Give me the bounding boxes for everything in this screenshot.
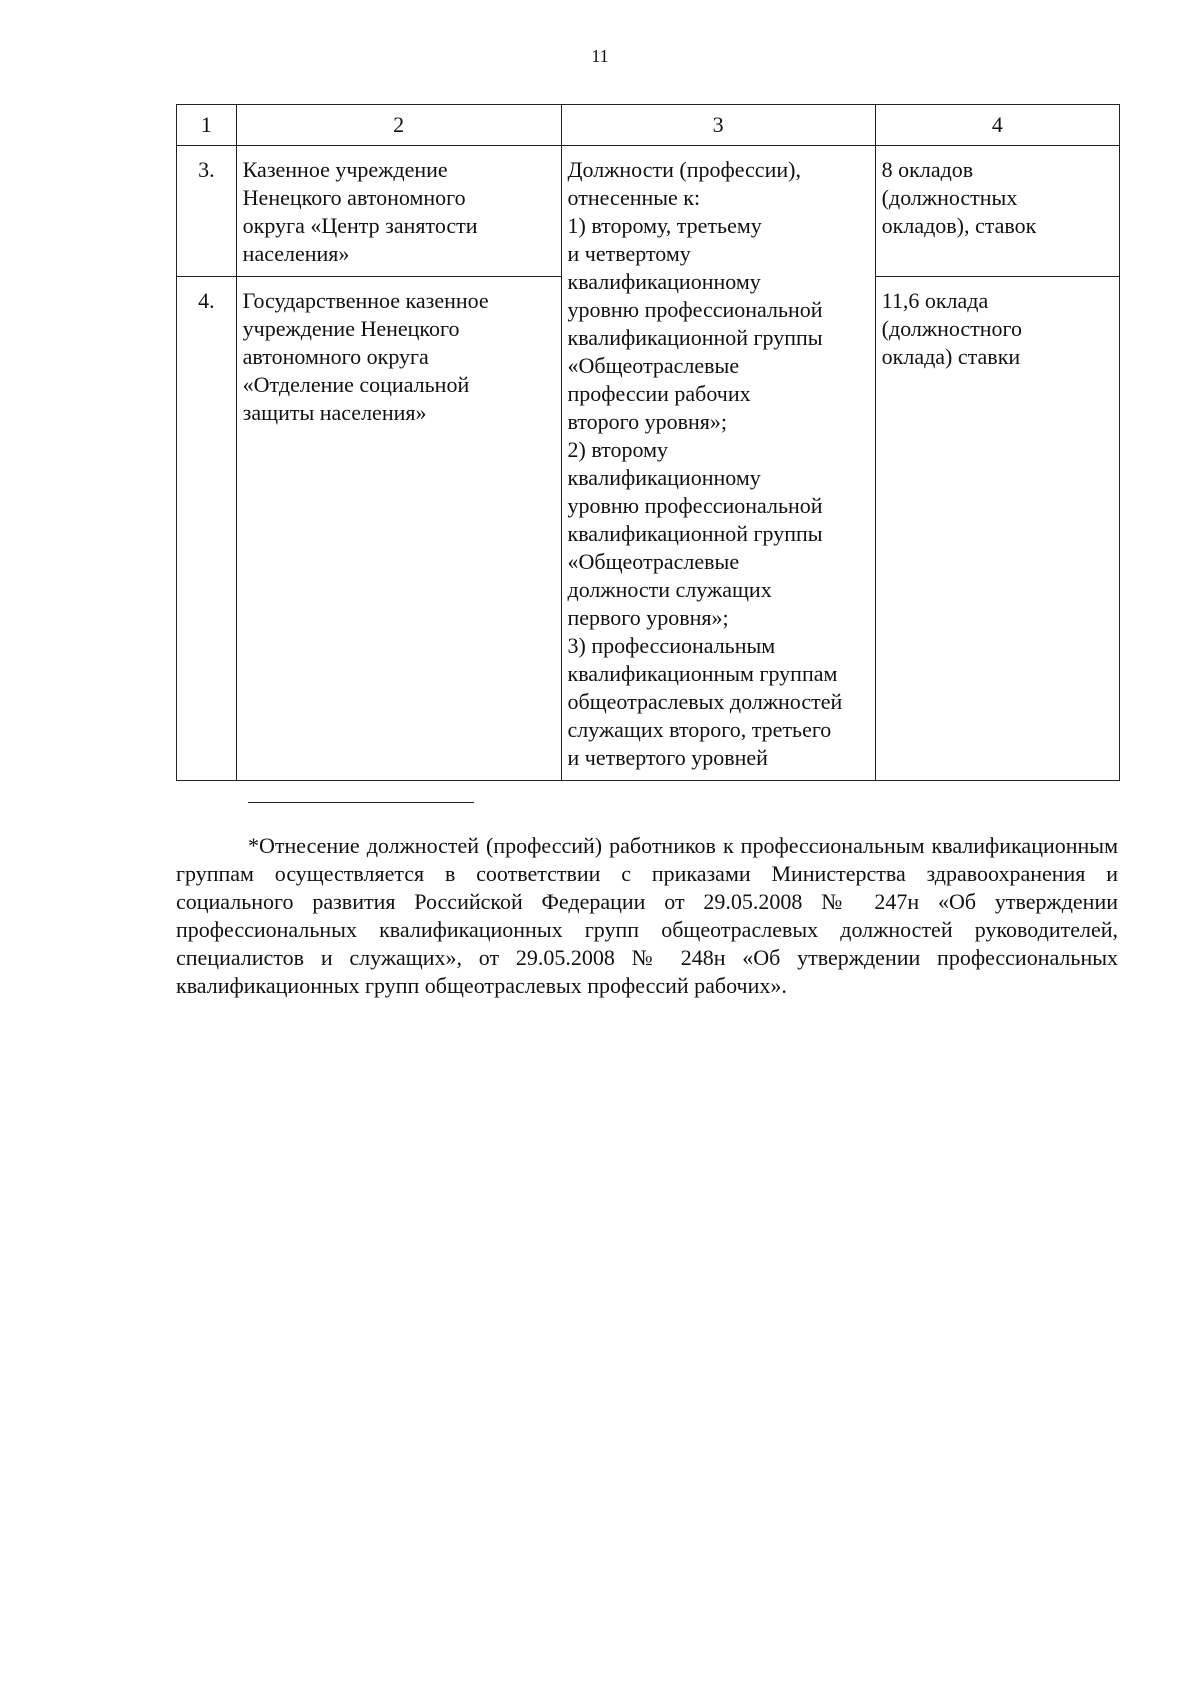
text-line: 8 окладов <box>881 157 974 182</box>
text-line: Государственное казенное <box>242 288 489 313</box>
amount-cell <box>875 146 1119 277</box>
text-line: «Общеотраслевые <box>567 549 740 574</box>
text-line: 11,6 оклада <box>881 288 989 313</box>
text-line: квалификационному <box>567 269 761 294</box>
text-line: первого уровня»; <box>567 605 729 630</box>
text-line: служащих второго, третьего <box>567 717 832 742</box>
text-line: учреждение Ненецкого <box>242 316 460 341</box>
text-line: профессии рабочих <box>567 381 751 406</box>
text-line: (должностного <box>881 316 1023 341</box>
text-line: и четвертому <box>567 241 691 266</box>
text-line: уровню профессиональной <box>567 297 823 322</box>
text-line: квалификационному <box>567 465 761 490</box>
text-line: и четвертого уровней <box>567 745 768 770</box>
table-row <box>177 146 1120 277</box>
text-line: защиты населения» <box>242 400 427 425</box>
footnote-text: *Отнесение должностей (профессий) работников к профессиональным квалификационным группам осуществляется в соответствии с приказами Министерства здравоохранения и социального развития Российской Федерации от 29.05.2008 № 247н «Об утверждении профессиональных квалификационных групп общеотраслевых должностей руководителей, специалистов и служащих», от 29.05.2008 № 248н «Об утверждении профессиональных квалификационных групп общеотраслевых профессий рабочих». <box>176 833 1118 998</box>
row-number: 3. <box>177 146 237 277</box>
column-header-3: 3 <box>561 105 875 146</box>
text-line: автономного округа <box>242 344 429 369</box>
text-line: должности служащих <box>567 577 772 602</box>
text-line: 1) второму, третьему <box>567 213 762 238</box>
text-line: уровню профессиональной <box>567 493 823 518</box>
amount-cell <box>875 277 1119 781</box>
text-line: 3) профессиональным <box>567 633 776 658</box>
text-line: населения» <box>242 241 350 266</box>
text-line: Казенное учреждение <box>242 157 448 182</box>
column-header-1: 1 <box>177 105 237 146</box>
text-line: «Общеотраслевые <box>567 353 740 378</box>
positions-cell <box>561 146 875 781</box>
table-header-row <box>177 105 1120 146</box>
text-line: квалификационной группы <box>567 325 823 350</box>
column-header-4: 4 <box>875 105 1119 146</box>
row-number: 4. <box>177 277 237 781</box>
institution-cell <box>236 146 561 277</box>
text-line: квалификационной группы <box>567 521 823 546</box>
text-line: оклада) ставки <box>881 344 1021 369</box>
text-line: общеотраслевых должностей <box>567 689 843 714</box>
text-line: (должностных <box>881 185 1018 210</box>
text-line: квалификационным группам <box>567 661 838 686</box>
positions-table <box>176 104 1120 781</box>
page-number: 11 <box>591 46 609 66</box>
column-header-2: 2 <box>236 105 561 146</box>
text-line: Должности (профессии), <box>567 157 801 182</box>
text-line: отнесенные к: <box>567 185 701 210</box>
text-line: Ненецкого автономного <box>242 185 466 210</box>
text-line: округа «Центр занятости <box>242 213 478 238</box>
footnote-divider <box>248 802 474 803</box>
text-line: окладов), ставок <box>881 213 1037 238</box>
text-line: 2) второму <box>567 437 668 462</box>
text-line: второго уровня»; <box>567 409 728 434</box>
text-line: «Отделение социальной <box>242 372 470 397</box>
institution-cell <box>236 277 561 781</box>
